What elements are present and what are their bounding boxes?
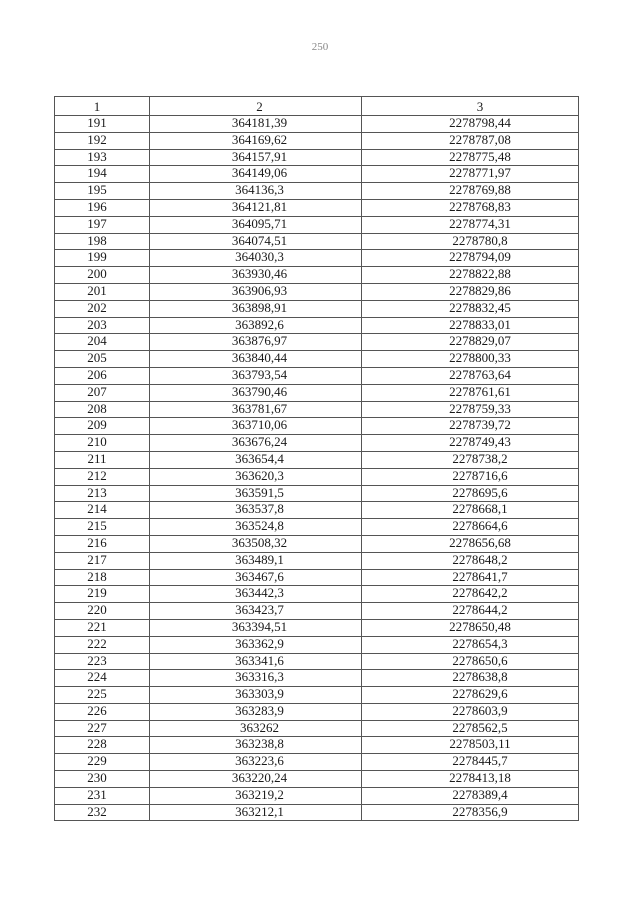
- x-coordinate-cell: 364095,71: [150, 216, 362, 233]
- point-number-cell: 226: [55, 703, 150, 720]
- x-coordinate-cell: 363303,9: [150, 687, 362, 704]
- point-number-cell: 209: [55, 418, 150, 435]
- y-coordinate-cell: 2278638,8: [362, 670, 579, 687]
- x-coordinate-cell: 363219,2: [150, 787, 362, 804]
- point-number-cell: 228: [55, 737, 150, 754]
- y-coordinate-cell: 2278503,11: [362, 737, 579, 754]
- point-number-cell: 196: [55, 199, 150, 216]
- y-coordinate-cell: 2278780,8: [362, 233, 579, 250]
- point-number-cell: 224: [55, 670, 150, 687]
- x-coordinate-cell: 363524,8: [150, 519, 362, 536]
- y-coordinate-cell: 2278775,48: [362, 149, 579, 166]
- y-coordinate-cell: 2278716,6: [362, 468, 579, 485]
- table-row: [55, 619, 579, 636]
- table-row: [55, 233, 579, 250]
- table-row: [55, 334, 579, 351]
- point-number-cell: 212: [55, 468, 150, 485]
- y-coordinate-cell: 2278648,2: [362, 552, 579, 569]
- y-coordinate-cell: 2278654,3: [362, 636, 579, 653]
- y-coordinate-cell: 2278562,5: [362, 720, 579, 737]
- x-coordinate-cell: 363442,3: [150, 586, 362, 603]
- y-coordinate-cell: 2278749,43: [362, 435, 579, 452]
- table-row: [55, 771, 579, 788]
- point-number-cell: 211: [55, 451, 150, 468]
- x-coordinate-cell: 364169,62: [150, 132, 362, 149]
- y-coordinate-cell: 2278739,72: [362, 418, 579, 435]
- point-number-cell: 218: [55, 569, 150, 586]
- table-row: [55, 149, 579, 166]
- table-row: [55, 754, 579, 771]
- x-coordinate-cell: 363238,8: [150, 737, 362, 754]
- y-coordinate-cell: 2278794,09: [362, 250, 579, 267]
- point-number-cell: 193: [55, 149, 150, 166]
- y-coordinate-cell: 2278800,33: [362, 351, 579, 368]
- table-row: [55, 166, 579, 183]
- table-row: [55, 603, 579, 620]
- point-number-cell: 214: [55, 502, 150, 519]
- x-coordinate-cell: 363262: [150, 720, 362, 737]
- x-coordinate-cell: 364030,3: [150, 250, 362, 267]
- table-row: [55, 250, 579, 267]
- point-number-cell: 201: [55, 283, 150, 300]
- point-number-cell: 191: [55, 116, 150, 133]
- table-row: [55, 132, 579, 149]
- y-coordinate-cell: 2278356,9: [362, 804, 579, 821]
- table-row: [55, 502, 579, 519]
- x-coordinate-cell: 364149,06: [150, 166, 362, 183]
- point-number-cell: 221: [55, 619, 150, 636]
- x-coordinate-cell: 363892,6: [150, 317, 362, 334]
- x-coordinate-cell: 363930,46: [150, 267, 362, 284]
- table-row: [55, 519, 579, 536]
- point-number-cell: 207: [55, 384, 150, 401]
- y-coordinate-cell: 2278763,64: [362, 367, 579, 384]
- table-row: [55, 317, 579, 334]
- point-number-cell: 217: [55, 552, 150, 569]
- y-coordinate-cell: 2278641,7: [362, 569, 579, 586]
- x-coordinate-cell: 364181,39: [150, 116, 362, 133]
- x-coordinate-cell: 363906,93: [150, 283, 362, 300]
- point-number-cell: 208: [55, 401, 150, 418]
- x-coordinate-cell: 363508,32: [150, 535, 362, 552]
- y-coordinate-cell: 2278798,44: [362, 116, 579, 133]
- y-coordinate-cell: 2278668,1: [362, 502, 579, 519]
- y-coordinate-cell: 2278650,48: [362, 619, 579, 636]
- table-row: [55, 267, 579, 284]
- point-number-cell: 198: [55, 233, 150, 250]
- y-coordinate-cell: 2278829,07: [362, 334, 579, 351]
- table-row: [55, 787, 579, 804]
- point-number-cell: 231: [55, 787, 150, 804]
- table-row: [55, 720, 579, 737]
- x-coordinate-cell: 363710,06: [150, 418, 362, 435]
- y-coordinate-cell: 2278769,88: [362, 183, 579, 200]
- point-number-cell: 210: [55, 435, 150, 452]
- table-row: [55, 451, 579, 468]
- table-row: [55, 300, 579, 317]
- x-coordinate-cell: 363620,3: [150, 468, 362, 485]
- table-row: [55, 636, 579, 653]
- y-coordinate-cell: 2278759,33: [362, 401, 579, 418]
- point-number-cell: 220: [55, 603, 150, 620]
- y-coordinate-cell: 2278761,61: [362, 384, 579, 401]
- point-number-cell: 229: [55, 754, 150, 771]
- x-coordinate-cell: 363283,9: [150, 703, 362, 720]
- x-coordinate-cell: 363394,51: [150, 619, 362, 636]
- x-coordinate-cell: 363898,91: [150, 300, 362, 317]
- table-row: [55, 804, 579, 821]
- y-coordinate-cell: 2278771,97: [362, 166, 579, 183]
- point-number-cell: 216: [55, 535, 150, 552]
- x-coordinate-cell: 363489,1: [150, 552, 362, 569]
- table-header: [55, 97, 579, 116]
- point-number-cell: 206: [55, 367, 150, 384]
- y-coordinate-cell: 2278829,86: [362, 283, 579, 300]
- point-number-cell: 202: [55, 300, 150, 317]
- x-coordinate-cell: 363223,6: [150, 754, 362, 771]
- table-row: [55, 384, 579, 401]
- table-row: [55, 653, 579, 670]
- table-row: [55, 283, 579, 300]
- y-coordinate-cell: 2278413,18: [362, 771, 579, 788]
- y-coordinate-cell: 2278774,31: [362, 216, 579, 233]
- table-row: [55, 418, 579, 435]
- header-row: [55, 97, 579, 116]
- y-coordinate-cell: 2278664,6: [362, 519, 579, 536]
- y-coordinate-cell: 2278445,7: [362, 754, 579, 771]
- table-row: [55, 569, 579, 586]
- coordinates-table: [54, 96, 579, 821]
- table-row: [55, 183, 579, 200]
- table-row: [55, 401, 579, 418]
- x-coordinate-cell: 363467,6: [150, 569, 362, 586]
- x-coordinate-cell: 364074,51: [150, 233, 362, 250]
- point-number-cell: 219: [55, 586, 150, 603]
- table-row: [55, 468, 579, 485]
- y-coordinate-cell: 2278787,08: [362, 132, 579, 149]
- table-row: [55, 199, 579, 216]
- x-coordinate-cell: 364121,81: [150, 199, 362, 216]
- table-body: [55, 116, 579, 821]
- header-cell-y: 3: [362, 97, 579, 116]
- y-coordinate-cell: 2278768,83: [362, 199, 579, 216]
- x-coordinate-cell: 364136,3: [150, 183, 362, 200]
- point-number-cell: 199: [55, 250, 150, 267]
- x-coordinate-cell: 363591,5: [150, 485, 362, 502]
- x-coordinate-cell: 363362,9: [150, 636, 362, 653]
- point-number-cell: 227: [55, 720, 150, 737]
- point-number-cell: 213: [55, 485, 150, 502]
- x-coordinate-cell: 363676,24: [150, 435, 362, 452]
- table-row: [55, 116, 579, 133]
- x-coordinate-cell: 363654,4: [150, 451, 362, 468]
- table-row: [55, 703, 579, 720]
- x-coordinate-cell: 363423,7: [150, 603, 362, 620]
- point-number-cell: 225: [55, 687, 150, 704]
- y-coordinate-cell: 2278389,4: [362, 787, 579, 804]
- x-coordinate-cell: 364157,91: [150, 149, 362, 166]
- point-number-cell: 230: [55, 771, 150, 788]
- header-cell-x: 2: [150, 97, 362, 116]
- point-number-cell: 223: [55, 653, 150, 670]
- point-number-cell: 200: [55, 267, 150, 284]
- x-coordinate-cell: 363341,6: [150, 653, 362, 670]
- y-coordinate-cell: 2278695,6: [362, 485, 579, 502]
- x-coordinate-cell: 363316,3: [150, 670, 362, 687]
- table-row: [55, 485, 579, 502]
- header-cell-point-number: 1: [55, 97, 150, 116]
- y-coordinate-cell: 2278650,6: [362, 653, 579, 670]
- table-row: [55, 367, 579, 384]
- page-number: 250: [311, 41, 329, 53]
- point-number-cell: 204: [55, 334, 150, 351]
- point-number-cell: 205: [55, 351, 150, 368]
- x-coordinate-cell: 363876,97: [150, 334, 362, 351]
- y-coordinate-cell: 2278832,45: [362, 300, 579, 317]
- table-row: [55, 535, 579, 552]
- table-row: [55, 737, 579, 754]
- table-row: [55, 670, 579, 687]
- x-coordinate-cell: 363537,8: [150, 502, 362, 519]
- x-coordinate-cell: 363212,1: [150, 804, 362, 821]
- point-number-cell: 232: [55, 804, 150, 821]
- point-number-cell: 192: [55, 132, 150, 149]
- table-row: [55, 687, 579, 704]
- point-number-cell: 197: [55, 216, 150, 233]
- y-coordinate-cell: 2278738,2: [362, 451, 579, 468]
- y-coordinate-cell: 2278642,2: [362, 586, 579, 603]
- table-row: [55, 586, 579, 603]
- x-coordinate-cell: 363220,24: [150, 771, 362, 788]
- table-row: [55, 351, 579, 368]
- x-coordinate-cell: 363790,46: [150, 384, 362, 401]
- y-coordinate-cell: 2278644,2: [362, 603, 579, 620]
- x-coordinate-cell: 363781,67: [150, 401, 362, 418]
- y-coordinate-cell: 2278629,6: [362, 687, 579, 704]
- x-coordinate-cell: 363793,54: [150, 367, 362, 384]
- point-number-cell: 203: [55, 317, 150, 334]
- y-coordinate-cell: 2278822,88: [362, 267, 579, 284]
- y-coordinate-cell: 2278833,01: [362, 317, 579, 334]
- y-coordinate-cell: 2278656,68: [362, 535, 579, 552]
- table-row: [55, 435, 579, 452]
- table-row: [55, 552, 579, 569]
- point-number-cell: 215: [55, 519, 150, 536]
- point-number-cell: 222: [55, 636, 150, 653]
- point-number-cell: 195: [55, 183, 150, 200]
- table-row: [55, 216, 579, 233]
- y-coordinate-cell: 2278603,9: [362, 703, 579, 720]
- point-number-cell: 194: [55, 166, 150, 183]
- x-coordinate-cell: 363840,44: [150, 351, 362, 368]
